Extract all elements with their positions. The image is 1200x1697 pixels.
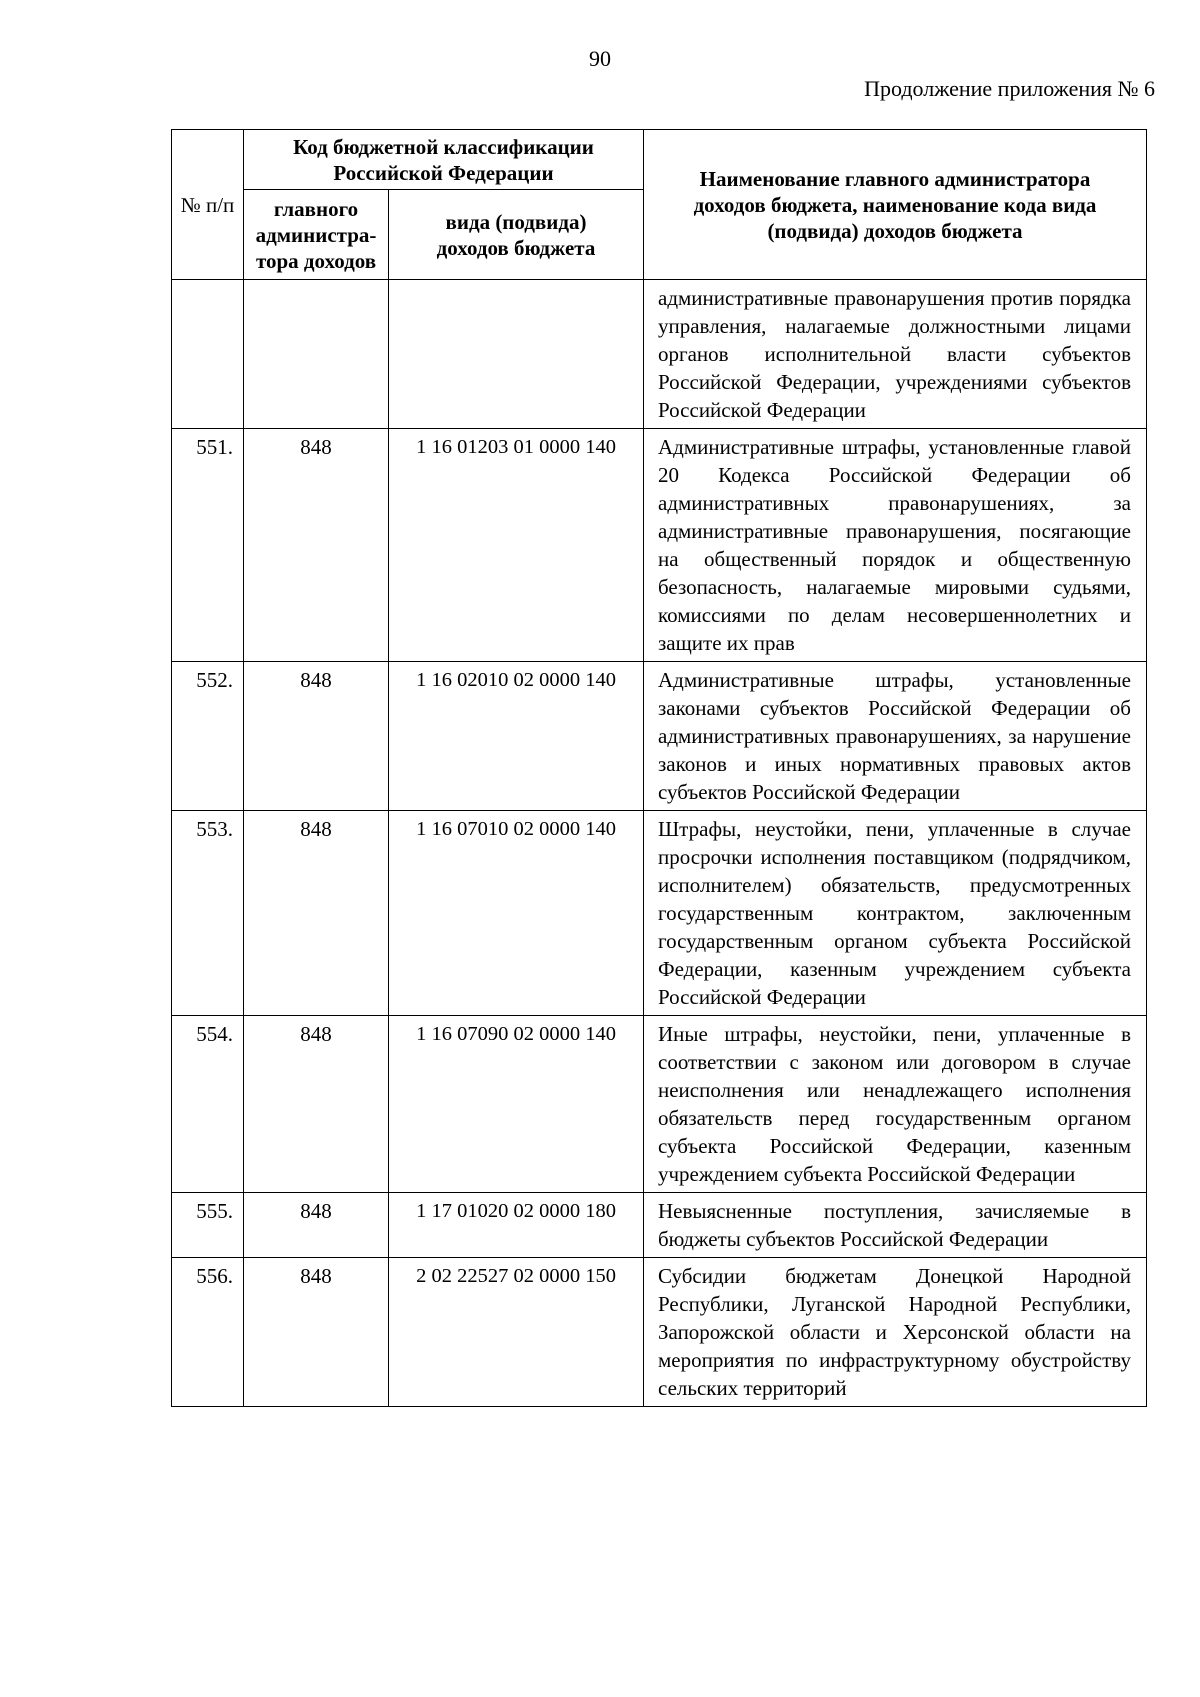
- income-type-code: 1 16 01203 01 0000 140: [389, 429, 644, 662]
- administrator-code: 848: [244, 1193, 389, 1258]
- table-row: [172, 429, 1147, 662]
- administrator-code: 848: [244, 811, 389, 1016]
- budget-classification-table: [171, 129, 1147, 1407]
- row-number: 553.: [172, 811, 244, 1016]
- income-name: Субсидии бюджетам Донецкой Народной Республики, Луганской Народной Республики, Запорожской области и Херсонской области на мероприятия по инфраструктурному обустройству сельских территорий: [644, 1258, 1147, 1407]
- table-row: [172, 1193, 1147, 1258]
- income-type-code: [389, 280, 644, 429]
- table-row: [172, 662, 1147, 811]
- income-name: Невыясненные поступления, зачисляемые в бюджеты субъектов Российской Федерации: [644, 1193, 1147, 1258]
- administrator-code: 848: [244, 429, 389, 662]
- row-number: 556.: [172, 1258, 244, 1407]
- table-body: [172, 280, 1147, 1407]
- income-type-code: 1 16 07010 02 0000 140: [389, 811, 644, 1016]
- income-name: административные правонарушения против порядка управления, налагаемые должностными лицами органов исполнительной власти субъектов Российской Федерации, учреждениями субъектов Российской Федерации: [644, 280, 1147, 429]
- income-name: Штрафы, неустойки, пени, уплаченные в случае просрочки исполнения поставщиком (подрядчиком, исполнителем) обязательств, предусмотренных государственным контрактом, заключенным государственным органом субъекта Российской Федерации, казенным учреждением субъекта Российской Федерации: [644, 811, 1147, 1016]
- header-type: вида (подвида) доходов бюджета: [389, 190, 644, 280]
- income-name: Административные штрафы, установленные главой 20 Кодекса Российской Федерации об административных правонарушениях, за административные правонарушения, посягающие на общественный порядок и общественную безопасность, налагаемые мировыми судьями, комиссиями по делам несовершеннолетних и защите их прав: [644, 429, 1147, 662]
- page-number: 90: [589, 46, 611, 71]
- income-name: Административные штрафы, установленные законами субъектов Российской Федерации об административных правонарушениях, за нарушение законов и иных нормативных правовых актов субъектов Российской Федерации: [644, 662, 1147, 811]
- administrator-code: 848: [244, 1258, 389, 1407]
- income-name: Иные штрафы, неустойки, пени, уплаченные в соответствии с законом или договором в случае неисполнения или ненадлежащего исполнения обязательств перед государственным органом субъекта Российской Федерации, казенным учреждением субъекта Российской Федерации: [644, 1016, 1147, 1193]
- header-admin: главного администра-тора доходов: [244, 190, 389, 280]
- continuation-label: Продолжение приложения № 6: [864, 76, 1155, 101]
- table-row: [172, 1258, 1147, 1407]
- header-name: Наименование главного администратора доходов бюджета, наименование кода вида (подвида) доходов бюджета: [644, 130, 1147, 280]
- row-number: 555.: [172, 1193, 244, 1258]
- table-row: [172, 280, 1147, 429]
- row-number: 551.: [172, 429, 244, 662]
- income-type-code: 1 16 02010 02 0000 140: [389, 662, 644, 811]
- row-number: 554.: [172, 1016, 244, 1193]
- header-code-group: Код бюджетной классификации Российской Федерации: [244, 130, 644, 190]
- row-number: 552.: [172, 662, 244, 811]
- income-type-code: 2 02 22527 02 0000 150: [389, 1258, 644, 1407]
- administrator-code: 848: [244, 1016, 389, 1193]
- administrator-code: 848: [244, 662, 389, 811]
- income-type-code: 1 16 07090 02 0000 140: [389, 1016, 644, 1193]
- row-number: [172, 280, 244, 429]
- header-num: № п/п: [172, 130, 244, 280]
- administrator-code: [244, 280, 389, 429]
- income-type-code: 1 17 01020 02 0000 180: [389, 1193, 644, 1258]
- table-row: [172, 1016, 1147, 1193]
- table-row: [172, 811, 1147, 1016]
